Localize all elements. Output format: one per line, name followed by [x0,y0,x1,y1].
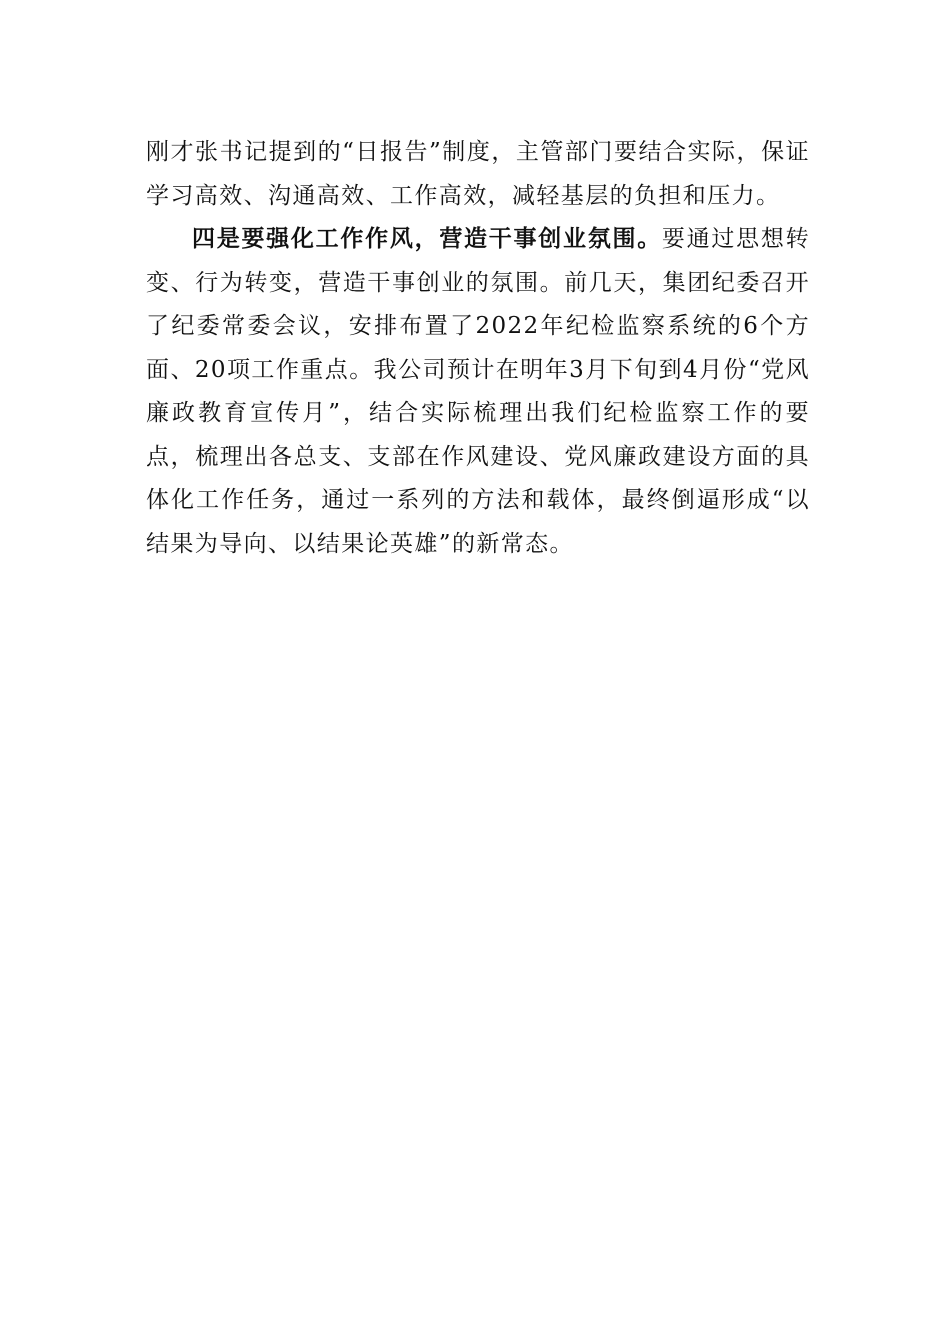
document-body [146,131,810,566]
paragraph-text: 要通过思想转变、行为转变，营造干事创业的氛围。前几天，集团纪委召开了纪委常委会议，安排布置了2022年纪检监察系统的6个方面、20项工作重点。我公司预计在明年3月下旬到4月份“党风廉政教育宣传月”，结合实际梳理出我们纪检监察工作的要点，梳理出各总支、支部在作风建设、党风廉政建设方面的具体化工作任务，通过一系列的方法和载体，最终倒逼形成“以结果为导向、以结果论英雄”的新常态。 [146,226,810,557]
paragraph-point-four [146,218,810,566]
paragraph-heading: 四是要强化工作作风，营造干事创业氛围。 [192,226,662,252]
paragraph-text: 刚才张书记提到的“日报告”制度，主管部门要结合实际，保证学习高效、沟通高效、工作高效，减轻基层的负担和压力。 [146,139,810,209]
paragraph-continuation [146,131,810,218]
